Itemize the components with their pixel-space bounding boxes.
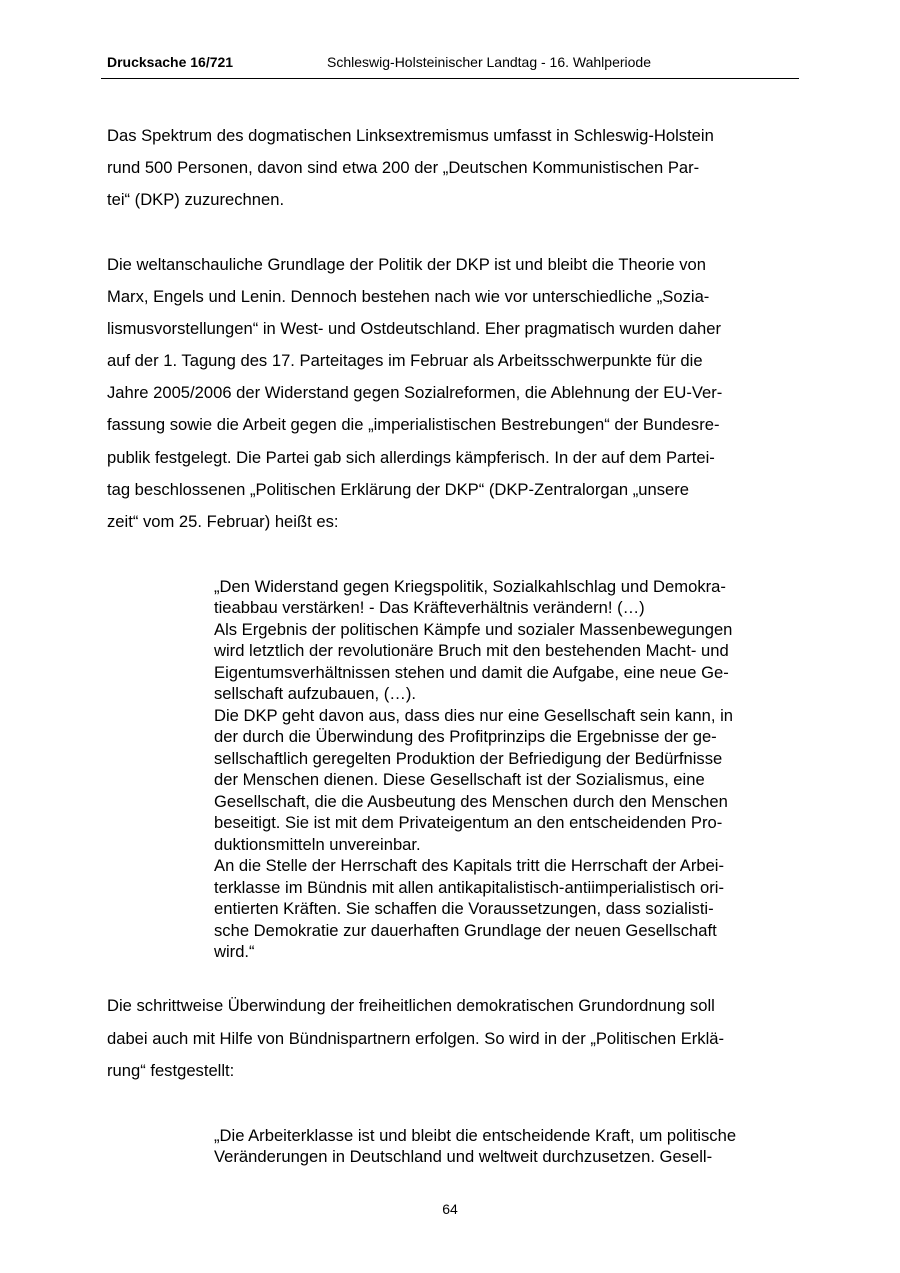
body-line: Die schrittweise Überwindung der freiheitlichen demokratischen Grundordnung soll [107, 996, 715, 1015]
body-line: tag beschlossenen „Politischen Erklärung der DKP“ (DKP-Zentralorgan „unsere [107, 480, 689, 499]
body-line: publik festgelegt. Die Partei gab sich allerdings kämpferisch. In der auf dem Partei- [107, 448, 715, 467]
quote-line: „Den Widerstand gegen Kriegspolitik, Sozialkahlschlag und Demokra- [214, 577, 726, 596]
document-title: Schleswig-Holsteinischer Landtag - 16. Wahlperiode [327, 54, 651, 70]
body-line: fassung sowie die Arbeit gegen die „imperialistischen Bestrebungen“ der Bundesre- [107, 415, 720, 434]
quote-line: beseitigt. Sie ist mit dem Privateigentum an den entscheidenden Pro- [214, 813, 723, 832]
body-line: Das Spektrum des dogmatischen Linksextremismus umfasst in Schleswig-Holstein [107, 126, 714, 145]
body-line: Marx, Engels und Lenin. Dennoch bestehen nach wie vor unterschiedliche „Sozia- [107, 287, 710, 306]
body-line: Jahre 2005/2006 der Widerstand gegen Sozialreformen, die Ablehnung der EU-Ver- [107, 383, 723, 402]
quote-line: „Die Arbeiterklasse ist und bleibt die entscheidende Kraft, um politische [214, 1126, 737, 1145]
quote-line: sche Demokratie zur dauerhaften Grundlage der neuen Gesellschaft [214, 921, 717, 940]
quote-line: Eigentumsverhältnissen stehen und damit die Aufgabe, eine neue Ge- [214, 663, 729, 682]
quote-line: terklasse im Bündnis mit allen antikapitalistisch-antiimperialistisch ori- [214, 878, 724, 897]
body-line: zeit“ vom 25. Februar) heißt es: [107, 512, 339, 531]
quote-line: entierten Kräften. Sie schaffen die Voraussetzungen, dass sozialisti- [214, 899, 714, 918]
page-header [101, 50, 799, 79]
body-line: dabei auch mit Hilfe von Bündnispartnern erfolgen. So wird in der „Politischen Erklä- [107, 1029, 725, 1048]
quote-line: wird letztlich der revolutionäre Bruch mit den bestehenden Macht- und [214, 641, 729, 660]
quote-line: Veränderungen in Deutschland und weltweit durchzusetzen. Gesell- [214, 1147, 713, 1166]
quote-line: Gesellschaft, die die Ausbeutung des Menschen durch den Menschen [214, 792, 728, 811]
quote-line: der durch die Überwindung des Profitprinzips die Ergebnisse der ge- [214, 727, 717, 746]
body-line: tei“ (DKP) zuzurechnen. [107, 190, 285, 209]
body-line: lismusvorstellungen“ in West- und Ostdeutschland. Eher pragmatisch wurden daher [107, 319, 721, 338]
quote-line: sellschaftlich geregelten Produktion der Befriedigung der Bedürfnisse [214, 749, 723, 768]
body-line: rung“ festgestellt: [107, 1061, 235, 1080]
quote-line: sellschaft aufzubauen, (…). [214, 684, 416, 703]
quote-line: Als Ergebnis der politischen Kämpfe und sozialer Massenbewegungen [214, 620, 733, 639]
body-line: auf der 1. Tagung des 17. Parteitages im Februar als Arbeitsschwerpunkte für die [107, 351, 703, 370]
quote-line: wird.“ [214, 942, 255, 961]
body-line: rund 500 Personen, davon sind etwa 200 der „Deutschen Kommunistischen Par- [107, 158, 700, 177]
quote-line: Die DKP geht davon aus, dass dies nur eine Gesellschaft sein kann, in [214, 706, 734, 725]
body-line: Die weltanschauliche Grundlage der Politik der DKP ist und bleibt die Theorie von [107, 255, 706, 274]
quote-line: duktionsmitteln unvereinbar. [214, 835, 421, 854]
document-number: Drucksache 16/721 [107, 54, 234, 70]
quote-line: der Menschen dienen. Diese Gesellschaft ist der Sozialismus, eine [214, 770, 705, 789]
quote-line: tieabbau verstärken! - Das Kräfteverhältnis verändern! (…) [214, 598, 645, 617]
page-number: 64 [442, 1201, 458, 1217]
quote-line: An die Stelle der Herrschaft des Kapitals tritt die Herrschaft der Arbei- [214, 856, 725, 875]
